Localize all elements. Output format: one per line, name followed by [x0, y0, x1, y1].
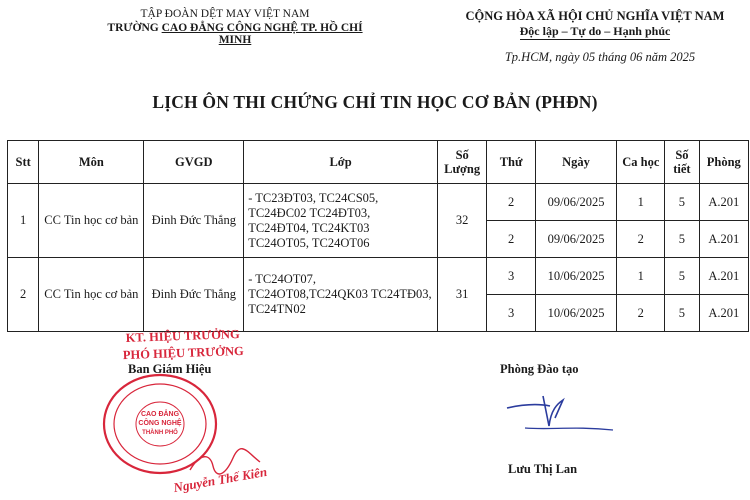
cell-thu: 3 — [487, 258, 535, 295]
nation-motto — [445, 24, 745, 39]
cell-so-tiet: 5 — [665, 258, 699, 295]
cell-lop: - TC23ĐT03, TC24CS05, TC24ĐC02 TC24ĐT03, TC24ĐT04, TC24KT03 TC24OT05, TC24OT06 — [244, 184, 438, 258]
vice-principal-title-line2: PHÓ HIỆU TRƯỞNG — [122, 343, 244, 363]
cell-phong: A.201 — [699, 184, 748, 221]
table-header-row — [8, 141, 749, 184]
cell-thu: 2 — [487, 221, 535, 258]
header-ngay: Ngày — [535, 141, 616, 184]
vice-principal-name: Nguyễn Thế Kiên — [172, 463, 269, 496]
cell-ca-hoc: 1 — [617, 184, 665, 221]
cell-gvgd: Đinh Đức Thắng — [144, 184, 244, 258]
cell-stt: 1 — [8, 184, 39, 258]
cell-so-tiet: 5 — [665, 184, 699, 221]
org-line-2-name: CAO ĐẲNG CÔNG NGHỆ TP. HỒ CHÍ MINH — [161, 22, 363, 46]
cell-ca-hoc: 2 — [617, 295, 665, 332]
training-dept-signature — [505, 390, 615, 440]
cell-thu: 2 — [487, 184, 535, 221]
cell-gvgd: Đinh Đức Thắng — [144, 258, 244, 332]
header-so-tiet: Số tiết — [665, 141, 699, 184]
header-gvgd: GVGD — [144, 141, 244, 184]
org-line-2-prefix: TRƯỜNG — [107, 22, 162, 34]
cell-phong: A.201 — [699, 258, 748, 295]
svg-text:CAO ĐẲNG: CAO ĐẲNG — [140, 411, 180, 418]
header-mon: Môn — [39, 141, 144, 184]
document-date: Tp.HCM, ngày 05 tháng 06 năm 2025 — [504, 50, 696, 64]
header-phong: Phòng — [699, 141, 748, 184]
cell-ngay: 09/06/2025 — [535, 221, 616, 258]
cell-so-tiet: 5 — [665, 295, 699, 332]
cell-thu: 3 — [487, 295, 535, 332]
vice-principal-title — [117, 326, 248, 365]
schedule-table — [7, 140, 749, 332]
header-stt: Stt — [8, 141, 39, 184]
svg-text:CÔNG NGHỆ: CÔNG NGHỆ — [138, 420, 182, 427]
nation-motto-text: Độc lập – Tự do – Hạnh phúc — [519, 24, 671, 38]
cell-phong: A.201 — [699, 295, 748, 332]
board-label: Ban Giám Hiệu — [128, 362, 212, 376]
header-so-luong: Số Lượng — [437, 141, 487, 184]
header-ca-hoc: Ca học — [617, 141, 665, 184]
cell-so-luong: 31 — [437, 258, 487, 332]
header-thu: Thứ — [487, 141, 535, 184]
cell-so-tiet: 5 — [665, 221, 699, 258]
vice-principal-title-line1: KT. HIỆU TRƯỞNG — [125, 327, 240, 345]
table-row — [8, 258, 749, 295]
cell-ca-hoc: 1 — [617, 258, 665, 295]
cell-ca-hoc: 2 — [617, 221, 665, 258]
training-dept-name: Lưu Thị Lan — [508, 462, 578, 476]
cell-stt: 2 — [8, 258, 39, 332]
cell-ngay: 09/06/2025 — [535, 184, 616, 221]
cell-mon: CC Tin học cơ bản — [39, 258, 144, 332]
cell-mon: CC Tin học cơ bản — [39, 184, 144, 258]
cell-lop: - TC24OT07, TC24OT08,TC24QK03 TC24TĐ03, TC24TN02 — [244, 258, 438, 332]
table-row — [8, 184, 749, 221]
cell-phong: A.201 — [699, 221, 748, 258]
document-title: LỊCH ÔN THI CHỨNG CHỈ TIN HỌC CƠ BẢN (PHĐN) — [152, 92, 598, 112]
nation-title: CỘNG HÒA XÃ HỘI CHỦ NGHĨA VIỆT NAM — [465, 9, 725, 23]
org-line-2 — [95, 22, 375, 46]
cell-ngay: 10/06/2025 — [535, 258, 616, 295]
cell-so-luong: 32 — [437, 184, 487, 258]
svg-text:THÀNH PHỐ: THÀNH PHỐ — [142, 430, 178, 436]
header-lop: Lớp — [244, 141, 438, 184]
cell-ngay: 10/06/2025 — [535, 295, 616, 332]
training-dept-label: Phòng Đào tạo — [500, 362, 579, 376]
org-line-1: TẬP ĐOÀN DỆT MAY VIỆT NAM — [140, 8, 310, 20]
